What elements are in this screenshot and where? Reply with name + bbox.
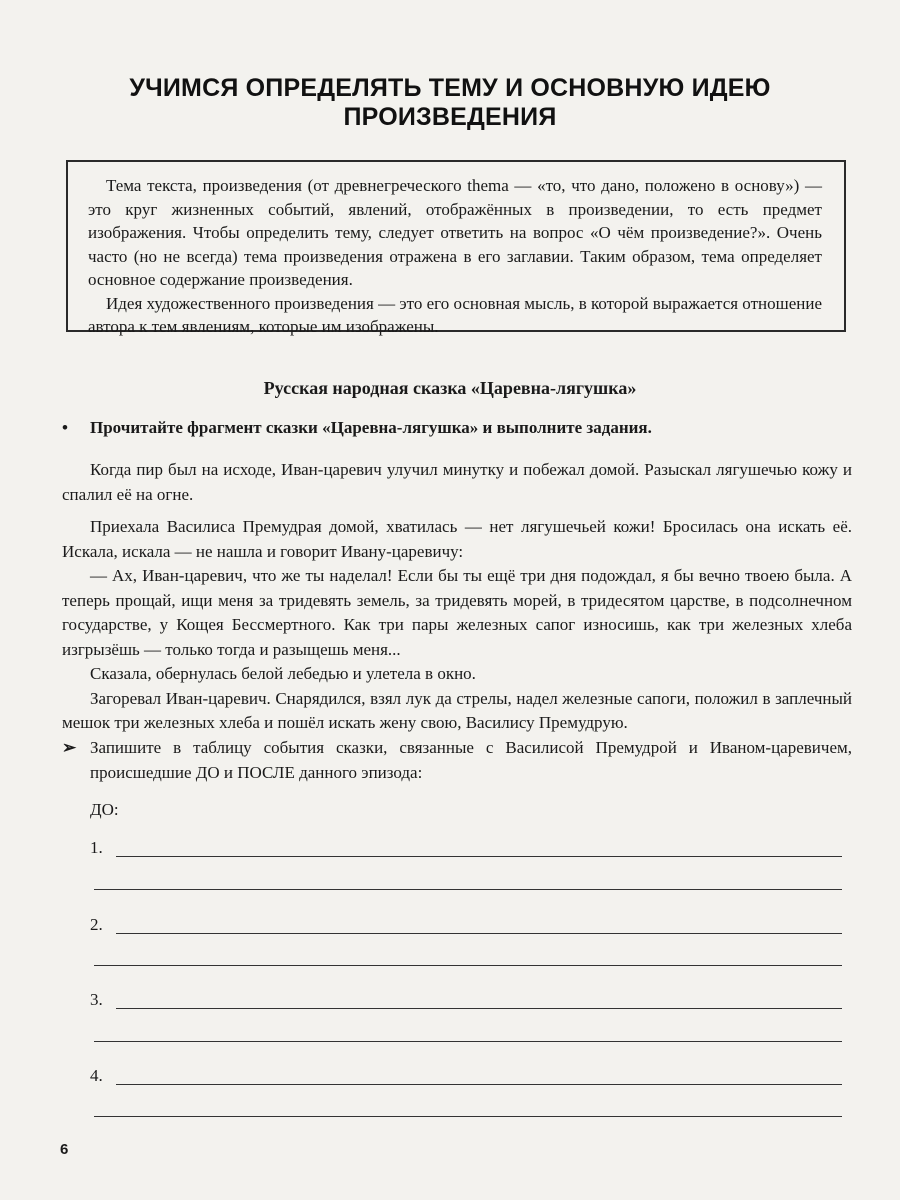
answer-line-1b[interactable] <box>94 889 842 890</box>
task-2 <box>62 736 852 785</box>
theme-definition: Тема текста, произведения (от древнегреческого thema — «то, что дано, положено в основу») — это круг жизненных событий, явлений, отображённых в произведении, то есть предмет изображения. Чтобы определить тему, следует ответить на вопрос «О чём произведение?». Очень часто (но не всегда) тема произведения отражена в его заглавии. Таким образом, тема определяет основное содержание произведения. <box>88 176 822 289</box>
task-1 <box>62 418 852 438</box>
answer-number-1: 1. <box>90 838 103 857</box>
answer-number-2: 2. <box>90 915 103 934</box>
story-paragraph: — Ах, Иван-царевич, что же ты наделал! Если бы ты ещё три дня подождал, я бы вечно твоею была. А теперь прощай, ищи меня за тридевять земель, за тридевять морей, в тридесятом царстве, в подсолнечном государстве, у Кощея Бессмертного. Как три пары железных сапог износишь, как три железных хлеба изгрызёшь — только тогда и разыщешь меня... <box>62 566 852 659</box>
answer-line-2a[interactable] <box>116 933 842 934</box>
definition-box <box>66 160 846 336</box>
idea-definition: Идея художественного произведения — это его основная мысль, в которой выражается отношение автора к тем явлениям, которые им изображены. <box>88 293 822 336</box>
answer-line-3b[interactable] <box>94 1041 842 1042</box>
answer-line-4b[interactable] <box>94 1116 842 1117</box>
page-number: 6 <box>60 1141 69 1158</box>
story-paragraph: Приехала Василиса Премудрая домой, хватилась — нет лягушечьей кожи! Бросилась она искать её. Искала, искала — не нашла и говорит Ивану-царевичу: <box>62 517 852 561</box>
story-paragraph: Когда пир был на исходе, Иван-царевич улучил минутку и побежал домой. Разыскал лягушечью кожу и спалил её на огне. <box>62 460 852 504</box>
answer-number-4: 4. <box>90 1066 103 1085</box>
page-title-line-1: УЧИМСЯ ОПРЕДЕЛЯТЬ ТЕМУ И ОСНОВНУЮ ИДЕЮ <box>129 74 771 102</box>
story-paragraph: Сказала, обернулась белой лебедью и улетела в окно. <box>90 664 476 683</box>
answer-line-3a[interactable] <box>116 1008 842 1009</box>
answer-line-2b[interactable] <box>94 965 842 966</box>
story-paragraph: Загоревал Иван-царевич. Снарядился, взял лук да стрелы, надел железные сапоги, положил в заплечный мешок три железных хлеба и пошёл искать жену свою, Василису Премудрую. <box>62 688 852 732</box>
arrow-marker-icon: ➢ <box>62 738 77 757</box>
tale-title: Русская народная сказка «Царевна-лягушка» <box>263 378 637 398</box>
bullet-icon: • <box>62 418 68 437</box>
answer-number-3: 3. <box>90 990 103 1009</box>
answer-line-1a[interactable] <box>116 856 842 857</box>
page-title-line-2: ПРОИЗВЕДЕНИЯ <box>343 103 557 131</box>
before-label: ДО: <box>90 800 119 819</box>
answer-line-4a[interactable] <box>116 1084 842 1085</box>
task-1-text: Прочитайте фрагмент сказки «Царевна-лягушка» и выполните задания. <box>90 418 652 437</box>
tale-excerpt <box>62 458 852 736</box>
task-2-text: Запишите в таблицу события сказки, связанные с Василисой Премудрой и Иваном-царевичем, происшедшие ДО и ПОСЛЕ данного эпизода: <box>90 738 852 782</box>
